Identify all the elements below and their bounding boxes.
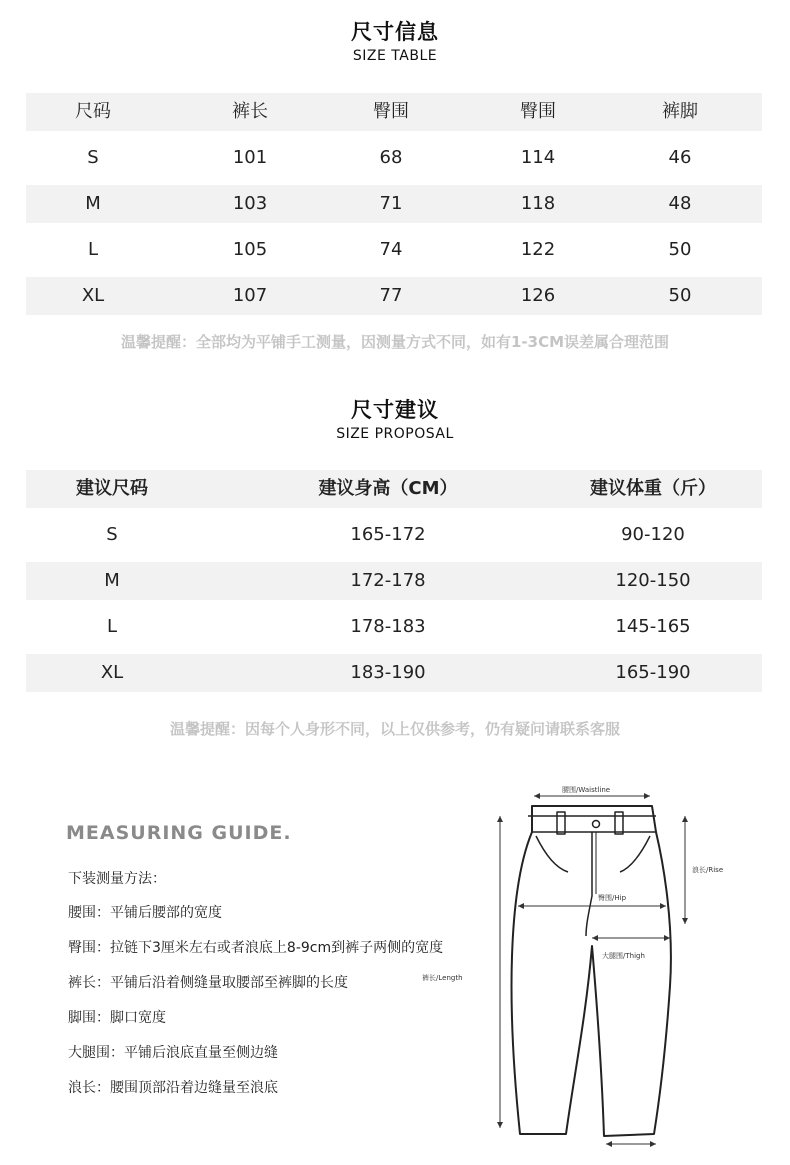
table-row [26, 608, 762, 646]
guide-rise: 浪长：腰围顶部沿着边缝量至浪底 [68, 1080, 278, 1096]
waist-label: 腰围/Waistline [562, 786, 611, 794]
length-cell: 107 [232, 285, 268, 306]
weight-cell: 90-120 [621, 524, 685, 545]
guide-thigh: 大腿围：平铺后浪底直量至侧边缝 [68, 1045, 278, 1061]
guide-intro: 下装测量方法： [68, 871, 166, 887]
size-proposal-heading [0, 394, 790, 442]
hip-cell: 114 [520, 147, 556, 168]
size-table-heading [0, 16, 790, 64]
height-cell: 178-183 [350, 616, 426, 637]
proposal-header-row [26, 470, 762, 508]
header-length: 裤长 [232, 101, 268, 122]
size-proposal-table [26, 470, 762, 700]
hip-arrow [518, 903, 666, 909]
size-cell: XL [100, 662, 124, 683]
table-row [26, 562, 762, 600]
header-suggested-weight: 建议体重（斤） [590, 478, 716, 499]
pants-outline [511, 806, 670, 1136]
length-label: 裤长/Length [422, 974, 463, 982]
size-proposal-note: 温馨提醒：因每个人身形不同，以上仅供参考，仍有疑问请联系客服 [169, 720, 620, 738]
hip-cell: 74 [379, 239, 403, 260]
length-cell: 103 [232, 193, 268, 214]
table-row [26, 516, 762, 554]
hip-cell: 118 [520, 193, 556, 214]
header-hip-1: 臀围 [373, 101, 409, 122]
hem-cell: 50 [668, 285, 692, 306]
size-proposal-subtitle: SIZE PROPOSAL [336, 426, 454, 442]
size-cell: S [106, 524, 118, 545]
measuring-guide-title: MEASURING GUIDE. [66, 822, 292, 844]
hem-cell: 50 [668, 239, 692, 260]
size-cell: M [104, 570, 120, 591]
table-row [26, 654, 762, 692]
guide-length: 裤长：平铺后沿着侧缝量取腰部至裤脚的长度 [68, 975, 348, 991]
table-row [26, 185, 762, 223]
header-hem: 裤脚 [662, 101, 698, 122]
hem-cell: 46 [668, 147, 692, 168]
header-hip-2: 臀围 [520, 101, 556, 122]
hip-cell: 126 [520, 285, 556, 306]
header-suggested-size: 建议尺码 [76, 478, 148, 499]
table-row [26, 231, 762, 269]
thigh-label: 大腿围/Thigh [602, 952, 645, 960]
rise-arrow [682, 816, 688, 924]
hip-cell: 71 [379, 193, 403, 214]
size-cell: XL [81, 285, 105, 306]
hem-cell: 48 [668, 193, 692, 214]
size-cell: S [87, 147, 99, 168]
guide-hem: 脚围：脚口宽度 [68, 1010, 166, 1026]
weight-cell: 120-150 [615, 570, 691, 591]
height-cell: 165-172 [350, 524, 426, 545]
pants-measurement-diagram [422, 776, 744, 1156]
rise-label: 浪长/Rise [692, 866, 724, 874]
size-cell: L [87, 239, 99, 260]
weight-cell: 165-190 [615, 662, 691, 683]
guide-waist: 腰围：平铺后腰部的宽度 [68, 905, 222, 921]
weight-cell: 145-165 [615, 616, 691, 637]
hip-cell: 122 [520, 239, 556, 260]
size-cell: M [85, 193, 101, 214]
height-cell: 183-190 [350, 662, 426, 683]
thigh-arrow [592, 935, 670, 941]
size-table-title: 尺寸信息 [351, 20, 439, 44]
size-proposal-title: 尺寸建议 [351, 398, 439, 422]
guide-hip: 臀围：拉链下3厘米左右或者浪底上8-9cm到裤子两侧的宽度 [68, 940, 444, 956]
length-cell: 101 [232, 147, 268, 168]
size-table-note: 温馨提醒：全部均为平铺手工测量，因测量方式不同，如有1-3CM误差属合理范围 [120, 333, 670, 351]
length-cell: 105 [232, 239, 268, 260]
table-row [26, 139, 762, 177]
header-size: 尺码 [75, 101, 111, 122]
height-cell: 172-178 [350, 570, 426, 591]
hip-label: 臀围/Hip [598, 894, 627, 902]
button-icon [593, 821, 600, 828]
header-suggested-height: 建议身高（CM） [318, 478, 458, 499]
hip-cell: 77 [379, 285, 403, 306]
size-table-header-row [26, 93, 762, 131]
hem-arrow [606, 1141, 656, 1147]
size-table [26, 93, 762, 323]
table-row [26, 277, 762, 315]
length-arrow [497, 816, 503, 1128]
hip-cell: 68 [379, 147, 403, 168]
size-table-subtitle: SIZE TABLE [352, 48, 438, 64]
size-cell: L [106, 616, 118, 637]
